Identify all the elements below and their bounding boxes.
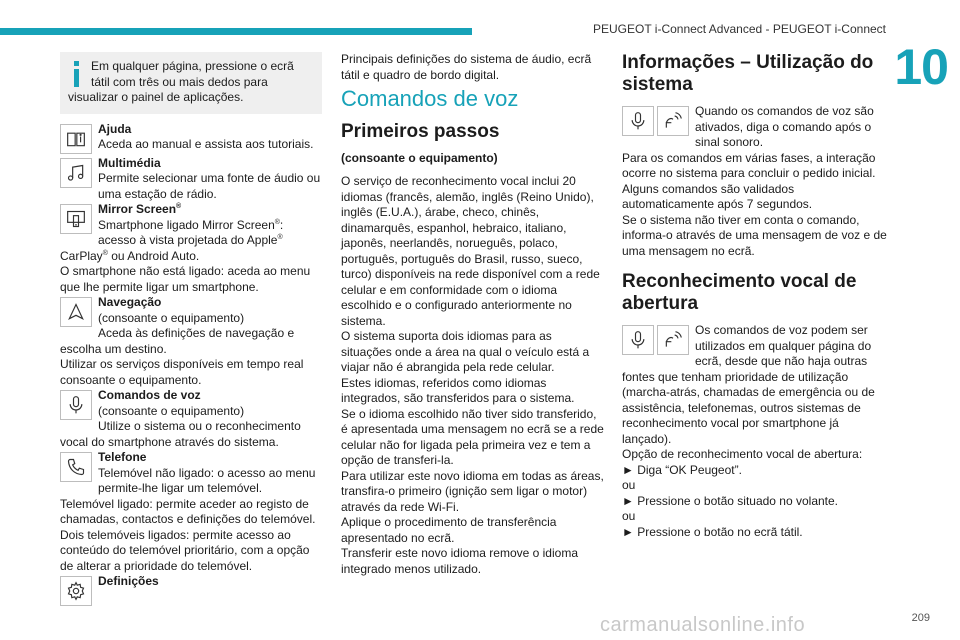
page-number: 209: [911, 612, 930, 624]
item-title: Ajuda: [98, 121, 132, 136]
mirror-screen-icon: [60, 204, 92, 234]
step: ► Pressione o botão no ecrã tátil.: [622, 524, 803, 539]
navigation-arrow-icon: [60, 297, 92, 327]
item-title: Comandos de voz: [98, 388, 201, 402]
icon-group: [622, 106, 689, 136]
item-text: Aceda ao manual e assista aos tutoriais.: [98, 137, 314, 151]
step: ► Pressione o botão situado no volante.: [622, 493, 839, 508]
paragraph: O sistema suporta dois idiomas para as situações onde a área na qual o veículo está a viajar não é abrangida pela rede celular.: [341, 329, 590, 374]
list-item: [60, 574, 322, 608]
subheading: (consoante o equipamento): [341, 150, 498, 165]
heading: Reconhecimento vocal de abertura: [622, 271, 857, 314]
item-text: Utilizar os serviços disponíveis em tempo real consoante o equipamento.: [60, 357, 304, 387]
item-title: Telefone: [98, 450, 147, 464]
music-note-icon: [60, 158, 92, 188]
paragraph: Os comandos de voz podem ser utilizados em qualquer página do ecrã, desde que não haja outras fontes que tenham prioridade de utilização (marcha-atrás, chamadas de emergência ou de assistência, telefonemas, outros sistemas de reconhecimento vocal por smartphone já lançado).: [622, 323, 875, 446]
item-text: Smartphone ligado Mirror Screen®: acesso à vista projetada do Apple® CarPlay® ou Android Auto.: [60, 217, 284, 263]
column-middle: [341, 52, 604, 577]
item-text: O smartphone não está ligado: aceda ao menu que lhe permite ligar um smartphone.: [60, 264, 311, 294]
heading: Informações – Utilização do sistema: [622, 52, 874, 95]
microphone-icon: [60, 390, 92, 420]
info-box: [60, 52, 322, 114]
column-right: [622, 52, 888, 540]
voice-command-icon: [657, 106, 689, 136]
item-text: (consoante o equipamento): [98, 310, 245, 325]
paragraph: Se o sistema não tiver em conta o comando, informa-o através de uma mensagem de voz e de uma mensagem no ecrã.: [622, 212, 887, 258]
book-info-icon: [60, 124, 92, 154]
icon-group: [622, 325, 689, 355]
item-text: Permite selecionar uma fonte de áudio ou uma estação de rádio.: [98, 171, 321, 201]
list-item: [60, 388, 322, 450]
paragraph: Para utilizar este novo idioma em todas as áreas, transfira-o primeiro (ignição sem ligar o motor) através da rede Wi-Fi.: [341, 468, 604, 514]
list-item: [60, 202, 322, 295]
intro-text: Principais definições do sistema de áudio, ecrã tátil e quadro de bordo digital.: [341, 52, 592, 82]
phone-icon: [60, 452, 92, 482]
paragraph: Quando os comandos de voz são ativados, diga o comando após o sinal sonoro.: [695, 104, 874, 149]
item-text: (consoante o equipamento): [98, 403, 245, 418]
list-item: [60, 295, 322, 388]
list-item: [60, 122, 322, 156]
info-text: Em qualquer página, pressione o ecrã tátil com três ou mais dedos para visualizar o painel de aplicações.: [68, 59, 294, 104]
paragraph: Alguns comandos são validados automaticamente após 7 segundos.: [622, 181, 813, 211]
paragraph: Estes idiomas, referidos como idiomas integrados, são transferidos para o sistema.: [341, 375, 575, 405]
heading: Primeiros passos: [341, 120, 500, 142]
paragraph: Opção de reconhecimento vocal de abertura:: [622, 447, 863, 461]
paragraph: Aplique o procedimento de transferência apresentado no ecrã.: [341, 515, 557, 545]
item-title: Definições: [98, 574, 159, 588]
list-item: [60, 156, 322, 203]
item-title: Navegação: [98, 295, 162, 309]
item-text: Aceda às definições de navegação e escolha um destino.: [60, 326, 295, 356]
microphone-icon: [622, 325, 654, 355]
item-text: Telemóvel ligado: permite aceder ao registo de chamadas, contactos e definições do telemóvel.: [60, 496, 316, 526]
step: ou: [622, 478, 636, 492]
header-accent-bar: [0, 28, 472, 35]
item-text: Telemóvel não ligado: o acesso ao menu permite-lhe ligar um telemóvel.: [98, 465, 316, 495]
list-item: [60, 450, 322, 574]
item-title: Multimédia: [98, 155, 161, 170]
microphone-icon: [622, 106, 654, 136]
list-item: [622, 104, 888, 151]
paragraph: Se o idioma escolhido não tiver sido transferido, é apresentada uma mensagem no ecrã se a rede celular não for ligada pela primeira vez e tem a opção de transferi-la.: [341, 406, 604, 467]
paragraph: Transferir este novo idioma remove o idioma integrado menos utilizado.: [341, 546, 578, 576]
list-item: [622, 323, 888, 447]
item-title: Mirror Screen®: [98, 202, 182, 216]
item-text: Dois telemóveis ligados: permite acesso ao conteúdo do telemóvel prioritário, com a opção de alterar a prioridade do telemóvel.: [60, 527, 310, 573]
step: ou: [622, 509, 636, 523]
info-icon: [70, 61, 83, 87]
section-title: Comandos de voz: [341, 86, 519, 111]
running-head: PEUGEOT i-Connect Advanced - PEUGEOT i-Connect: [592, 22, 886, 36]
paragraph: O serviço de reconhecimento vocal inclui 20 idiomas (francês, alemão, inglês (Reino Unido), inglês (E.U.A.), árabe, checo, chinês, dinamarquês, espanhol, hebraico, italiano, japonês, neerlandês, norueguês, polaco, português, português do Brasil, russo, sueco, turco) disponíveis na rede disponível com a rede celular e em conformidade com o idioma escolhido e o configurado anteriormente no sistema.: [341, 174, 600, 328]
step: ► Diga “OK Peugeot”.: [622, 462, 742, 477]
paragraph: Para os comandos em várias fases, a interação ocorre no sistema para concluir o pedido inicial.: [622, 150, 876, 180]
item-text: Utilize o sistema ou o reconhecimento vocal do smartphone através do sistema.: [60, 419, 301, 449]
column-left: [60, 52, 322, 608]
chapter-number: 10: [894, 39, 948, 95]
voice-command-icon: [657, 325, 689, 355]
gear-icon: [60, 576, 92, 606]
watermark: carmanualsonline.info: [600, 614, 806, 636]
